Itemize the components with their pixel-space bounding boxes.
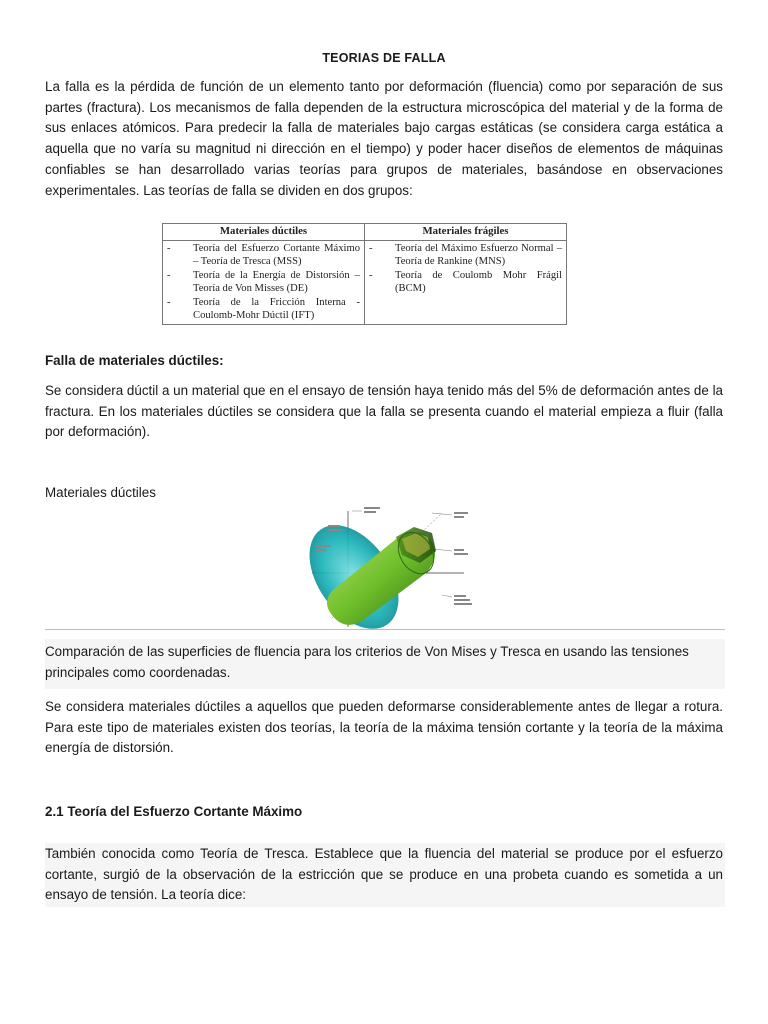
intro-paragraph: La falla es la pérdida de función de un elemento tanto por deformación (fluencia) como por separación de sus partes (fractura). Los mecanismos de falla dependen de la estructura microscópica del material y de la forma de sus enlaces atómicos. Para predecir la falla de materiales bajo cargas estáticas (se considera carga estática a aquella que no varía su magnitud ni dirección en el tiempo) y poder hacer diseños de elementos de máquinas confiables se han desarrollado varias teorías para grupos de materiales, basándose en observaciones experimentales. Las teorías de falla se dividen en dos grupos: [45, 79, 723, 198]
list-item: - Teoría de la Energía de Distorsión – Teoría de Von Misses (DE) [167, 269, 360, 295]
figure-caption: Comparación de las superficies de fluencia para los criterios de Von Mises y Tresca en usando las tensiones principales como coordenadas. [45, 644, 689, 680]
list-item: - Teoría de Coulomb Mohr Frágil (BCM) [369, 269, 562, 295]
brittle-theories-cell [365, 241, 567, 325]
yield-surface-figure [292, 503, 478, 631]
divider [45, 629, 725, 630]
ductile-failure-paragraph: Se considera dúctil a un material que en el ensayo de tensión haya tenido más del 5% de deformación antes de la fractura. En los materiales dúctiles se considera que la falla se presenta cuando el material empieza a fluir (falla por deformación). [45, 383, 723, 440]
list-item: - Teoría del Máximo Esfuerzo Normal – Teoría de Rankine (MNS) [369, 243, 562, 268]
ductile-materials-paragraph: Se considera materiales dúctiles a aquellos que pueden deformarse considerablemente antes de llegar a rotura. Para este tipo de materiales existen dos teorías, la teoría de la máxima tensión cortante y la teoría de la máxima energía de distorsión. [45, 699, 723, 756]
document-title: TEORIAS DE FALLA [322, 51, 446, 65]
list-item: - Teoría del Esfuerzo Cortante Máximo – Teoría de Tresca (MSS) [167, 243, 360, 268]
yield-surface-illustration [292, 503, 478, 631]
figure-label: Materiales dúctiles [45, 485, 156, 500]
section-heading-ductile-failure: Falla de materiales dúctiles: [45, 353, 224, 368]
ductile-theories-cell [163, 241, 365, 325]
brittle-column-header: Materiales frágiles [365, 224, 567, 241]
list-item: - Teoría de la Fricción Interna - Coulomb-Mohr Dúctil (IFT) [167, 296, 360, 322]
section-heading-max-shear: 2.1 Teoría del Esfuerzo Cortante Máximo [45, 804, 303, 819]
failure-theories-table [162, 223, 567, 325]
ductile-column-header: Materiales dúctiles [163, 224, 365, 241]
tresca-paragraph: También conocida como Teoría de Tresca. Establece que la fluencia del material se produce por el esfuerzo cortante, surgió de la observación de la estricción que se produce en una probeta cuando es sometida a un ensayo de tensión. La teoría dice: [45, 846, 723, 903]
